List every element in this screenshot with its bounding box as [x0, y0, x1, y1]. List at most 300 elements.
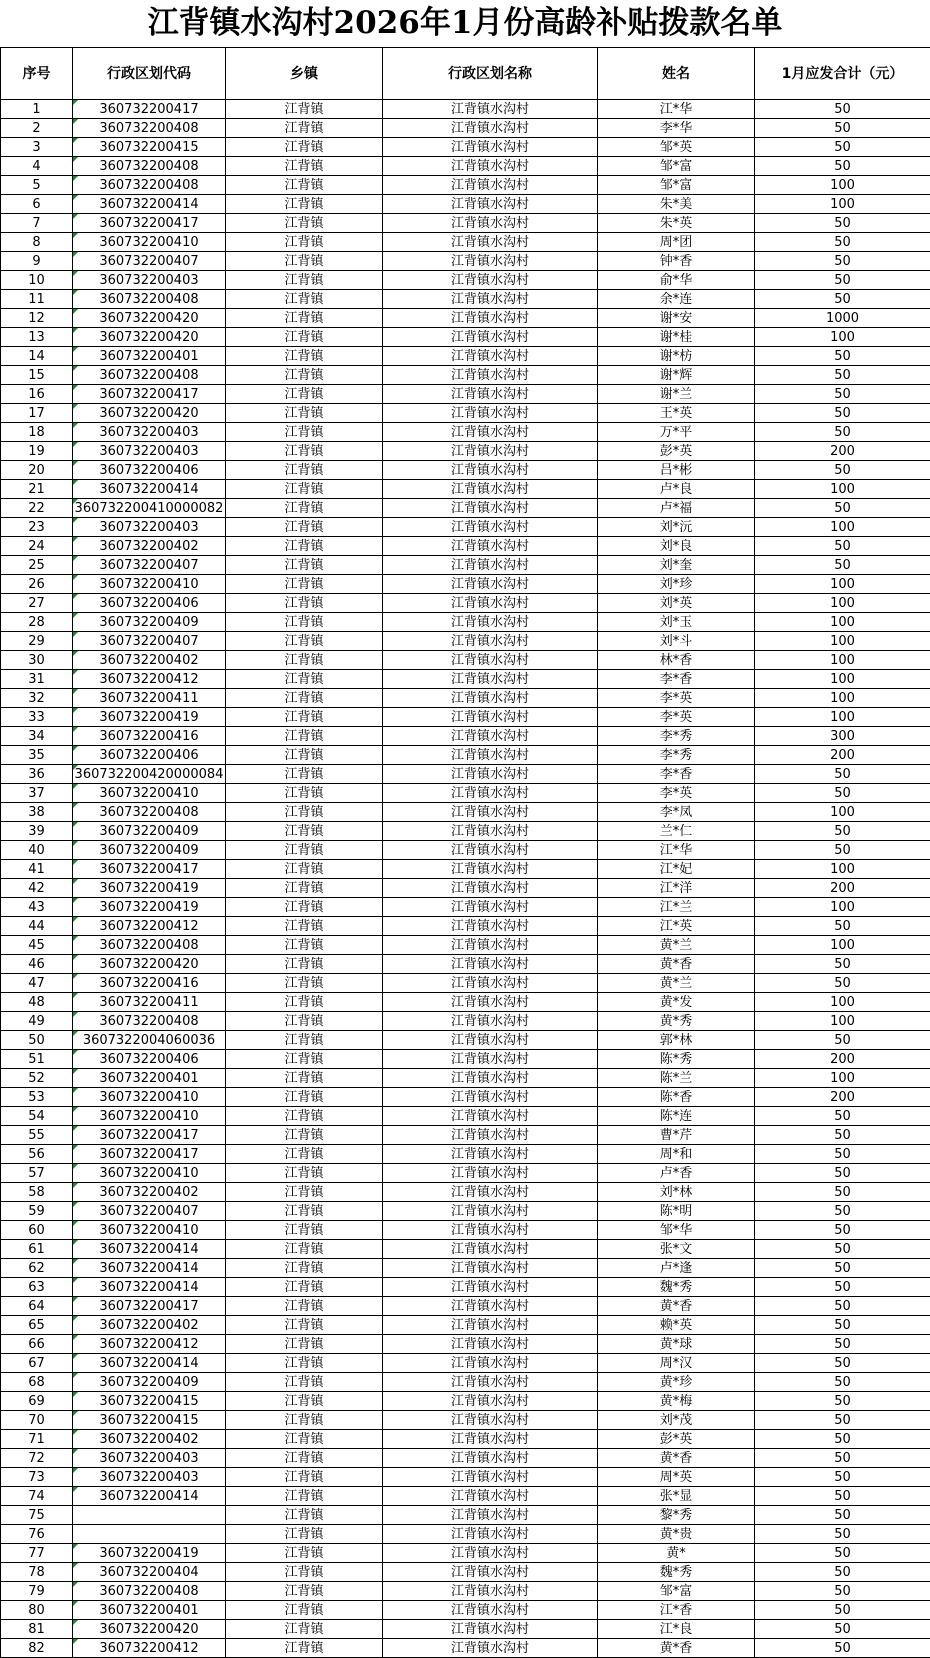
cell-code: 360732200420	[73, 404, 226, 423]
table-row	[1, 1525, 930, 1544]
cell-seq: 62	[1, 1259, 73, 1278]
cell-name: 江*华	[598, 841, 755, 860]
cell-code: 360732200414	[73, 1354, 226, 1373]
cell-seq: 5	[1, 176, 73, 195]
cell-area: 江背镇水沟村	[383, 290, 598, 309]
table-row	[1, 1468, 930, 1487]
cell-code: 360732200419	[73, 1544, 226, 1563]
cell-name: 刘*沅	[598, 518, 755, 537]
table-row	[1, 784, 930, 803]
cell-code: 360732200417	[73, 1145, 226, 1164]
cell-amount: 50	[755, 1392, 930, 1411]
cell-amount: 100	[755, 1012, 930, 1031]
cell-name: 李*英	[598, 784, 755, 803]
cell-amount: 50	[755, 1601, 930, 1620]
table-row	[1, 879, 930, 898]
cell-seq: 35	[1, 746, 73, 765]
table-row	[1, 1221, 930, 1240]
cell-name: 卢*逢	[598, 1259, 755, 1278]
cell-area: 江背镇水沟村	[383, 841, 598, 860]
table-row	[1, 309, 930, 328]
table-header-row	[1, 48, 930, 100]
cell-seq: 25	[1, 556, 73, 575]
cell-seq: 46	[1, 955, 73, 974]
table-row	[1, 822, 930, 841]
cell-area: 江背镇水沟村	[383, 898, 598, 917]
table-row	[1, 632, 930, 651]
cell-area: 江背镇水沟村	[383, 176, 598, 195]
cell-name: 李*华	[598, 119, 755, 138]
cell-town: 江背镇	[226, 271, 383, 290]
cell-town: 江背镇	[226, 1069, 383, 1088]
table-row	[1, 613, 930, 632]
cell-amount: 100	[755, 176, 930, 195]
cell-area: 江背镇水沟村	[383, 1525, 598, 1544]
cell-code: 360732200406	[73, 461, 226, 480]
cell-code: 360732200403	[73, 271, 226, 290]
cell-area: 江背镇水沟村	[383, 708, 598, 727]
table-row	[1, 1297, 930, 1316]
table-row	[1, 480, 930, 499]
cell-amount: 50	[755, 1354, 930, 1373]
cell-seq: 6	[1, 195, 73, 214]
cell-town: 江背镇	[226, 1430, 383, 1449]
cell-town: 江背镇	[226, 480, 383, 499]
cell-town: 江背镇	[226, 1012, 383, 1031]
table-row	[1, 1335, 930, 1354]
cell-seq: 42	[1, 879, 73, 898]
cell-amount: 50	[755, 252, 930, 271]
header-amount	[755, 48, 930, 100]
cell-area: 江背镇水沟村	[383, 1126, 598, 1145]
cell-amount: 50	[755, 157, 930, 176]
cell-code: 360732200408	[73, 366, 226, 385]
cell-seq: 58	[1, 1183, 73, 1202]
table-row	[1, 176, 930, 195]
cell-seq: 14	[1, 347, 73, 366]
cell-amount: 100	[755, 993, 930, 1012]
table-row	[1, 1012, 930, 1031]
cell-town: 江背镇	[226, 328, 383, 347]
cell-code: 360732200410	[73, 233, 226, 252]
cell-code: 360732200408	[73, 290, 226, 309]
cell-name: 刘*玉	[598, 613, 755, 632]
cell-area: 江背镇水沟村	[383, 461, 598, 480]
cell-amount: 100	[755, 708, 930, 727]
header-town: 乡镇	[226, 48, 383, 100]
cell-name: 江*兰	[598, 898, 755, 917]
table-row	[1, 670, 930, 689]
cell-seq: 3	[1, 138, 73, 157]
cell-area: 江背镇水沟村	[383, 917, 598, 936]
cell-amount: 50	[755, 119, 930, 138]
cell-amount: 50	[755, 1525, 930, 1544]
cell-name: 林*香	[598, 651, 755, 670]
cell-town: 江背镇	[226, 100, 383, 119]
cell-town: 江背镇	[226, 1088, 383, 1107]
cell-area: 江背镇水沟村	[383, 328, 598, 347]
cell-town: 江背镇	[226, 917, 383, 936]
cell-name: 江*英	[598, 917, 755, 936]
cell-town: 江背镇	[226, 1259, 383, 1278]
cell-amount: 50	[755, 784, 930, 803]
cell-code: 360732200415	[73, 138, 226, 157]
table-row	[1, 518, 930, 537]
cell-code: 360732200410	[73, 784, 226, 803]
cell-code: 360732200415	[73, 1392, 226, 1411]
cell-amount: 50	[755, 841, 930, 860]
cell-seq: 56	[1, 1145, 73, 1164]
cell-town: 江背镇	[226, 1240, 383, 1259]
cell-seq: 26	[1, 575, 73, 594]
table-row	[1, 537, 930, 556]
cell-area: 江背镇水沟村	[383, 860, 598, 879]
cell-amount: 50	[755, 556, 930, 575]
cell-amount: 200	[755, 746, 930, 765]
cell-code	[73, 1525, 226, 1544]
cell-town: 江背镇	[226, 898, 383, 917]
cell-name: 刘*奎	[598, 556, 755, 575]
cell-town: 江背镇	[226, 974, 383, 993]
cell-area: 江背镇水沟村	[383, 1012, 598, 1031]
cell-seq: 75	[1, 1506, 73, 1525]
cell-town: 江背镇	[226, 651, 383, 670]
cell-seq: 49	[1, 1012, 73, 1031]
cell-code: 360732200416	[73, 727, 226, 746]
cell-area: 江背镇水沟村	[383, 575, 598, 594]
table-row	[1, 860, 930, 879]
table-row	[1, 993, 930, 1012]
cell-town: 江背镇	[226, 879, 383, 898]
cell-amount: 50	[755, 1563, 930, 1582]
cell-area: 江背镇水沟村	[383, 1221, 598, 1240]
table-row	[1, 955, 930, 974]
cell-seq: 28	[1, 613, 73, 632]
cell-name: 周*汉	[598, 1354, 755, 1373]
cell-town: 江背镇	[226, 1050, 383, 1069]
table-row	[1, 1164, 930, 1183]
table-row	[1, 1259, 930, 1278]
cell-name: 邹*富	[598, 176, 755, 195]
cell-seq: 66	[1, 1335, 73, 1354]
table-row	[1, 898, 930, 917]
cell-seq: 57	[1, 1164, 73, 1183]
cell-area: 江背镇水沟村	[383, 689, 598, 708]
cell-town: 江背镇	[226, 423, 383, 442]
cell-name: 万*平	[598, 423, 755, 442]
cell-town: 江背镇	[226, 746, 383, 765]
table-row	[1, 765, 930, 784]
cell-code: 360732200402	[73, 1183, 226, 1202]
cell-code: 360732200419	[73, 708, 226, 727]
cell-area: 江背镇水沟村	[383, 1544, 598, 1563]
cell-area: 江背镇水沟村	[383, 803, 598, 822]
cell-area: 江背镇水沟村	[383, 955, 598, 974]
cell-town: 江背镇	[226, 1164, 383, 1183]
cell-seq: 79	[1, 1582, 73, 1601]
cell-amount: 50	[755, 138, 930, 157]
cell-code: 360732200404	[73, 1563, 226, 1582]
cell-amount: 50	[755, 1145, 930, 1164]
cell-town: 江背镇	[226, 708, 383, 727]
cell-amount: 100	[755, 670, 930, 689]
cell-amount: 50	[755, 1335, 930, 1354]
cell-code: 360732200402	[73, 1430, 226, 1449]
cell-amount: 50	[755, 1487, 930, 1506]
cell-code: 360732200408	[73, 157, 226, 176]
cell-area: 江背镇水沟村	[383, 1430, 598, 1449]
cell-area: 江背镇水沟村	[383, 499, 598, 518]
cell-area: 江背镇水沟村	[383, 233, 598, 252]
cell-code: 360732200412	[73, 670, 226, 689]
table-row	[1, 347, 930, 366]
cell-town: 江背镇	[226, 1297, 383, 1316]
cell-town: 江背镇	[226, 1525, 383, 1544]
cell-name: 江*洋	[598, 879, 755, 898]
cell-amount: 1000	[755, 309, 930, 328]
cell-seq: 52	[1, 1069, 73, 1088]
cell-code: 360732200408	[73, 803, 226, 822]
cell-name: 王*英	[598, 404, 755, 423]
cell-name: 黄*香	[598, 955, 755, 974]
cell-name: 兰*仁	[598, 822, 755, 841]
cell-area: 江背镇水沟村	[383, 1050, 598, 1069]
cell-town: 江背镇	[226, 290, 383, 309]
cell-seq: 29	[1, 632, 73, 651]
cell-code: 360732200414	[73, 480, 226, 499]
cell-name: 卢*香	[598, 1164, 755, 1183]
table-row	[1, 917, 930, 936]
cell-code: 360732200410	[73, 1221, 226, 1240]
table-row	[1, 499, 930, 518]
cell-area: 江背镇水沟村	[383, 1240, 598, 1259]
cell-name: 彭*英	[598, 1430, 755, 1449]
cell-town: 江背镇	[226, 1221, 383, 1240]
cell-name: 张*文	[598, 1240, 755, 1259]
cell-seq: 48	[1, 993, 73, 1012]
cell-code: 360732200408	[73, 176, 226, 195]
cell-name: 谢*兰	[598, 385, 755, 404]
cell-name: 邹*华	[598, 1221, 755, 1240]
table-row	[1, 727, 930, 746]
cell-town: 江背镇	[226, 138, 383, 157]
cell-code: 360732200417	[73, 214, 226, 233]
table-body	[1, 100, 930, 1658]
cell-town: 江背镇	[226, 632, 383, 651]
cell-amount: 100	[755, 651, 930, 670]
cell-area: 江背镇水沟村	[383, 480, 598, 499]
table-row	[1, 1088, 930, 1107]
table-row	[1, 423, 930, 442]
subsidy-table	[0, 47, 930, 1658]
table-row	[1, 1392, 930, 1411]
cell-amount: 50	[755, 290, 930, 309]
cell-amount: 100	[755, 195, 930, 214]
cell-area: 江背镇水沟村	[383, 613, 598, 632]
cell-town: 江背镇	[226, 1468, 383, 1487]
cell-town: 江背镇	[226, 556, 383, 575]
header-code: 行政区划代码	[73, 48, 226, 100]
cell-amount: 50	[755, 461, 930, 480]
table-row	[1, 1411, 930, 1430]
cell-area: 江背镇水沟村	[383, 993, 598, 1012]
table-row	[1, 290, 930, 309]
cell-name: 黄*珍	[598, 1373, 755, 1392]
cell-code: 360732200412	[73, 1335, 226, 1354]
table-row	[1, 651, 930, 670]
cell-code: 360732200406	[73, 594, 226, 613]
cell-town: 江背镇	[226, 1373, 383, 1392]
cell-seq: 59	[1, 1202, 73, 1221]
cell-town: 江背镇	[226, 936, 383, 955]
cell-code: 360732200408	[73, 1012, 226, 1031]
cell-code: 360732200415	[73, 1411, 226, 1430]
cell-town: 江背镇	[226, 670, 383, 689]
table-row	[1, 1430, 930, 1449]
cell-code: 360732200410	[73, 1164, 226, 1183]
cell-area: 江背镇水沟村	[383, 632, 598, 651]
cell-area: 江背镇水沟村	[383, 214, 598, 233]
cell-name: 黄*香	[598, 1639, 755, 1658]
cell-amount: 100	[755, 898, 930, 917]
cell-seq: 65	[1, 1316, 73, 1335]
cell-area: 江背镇水沟村	[383, 1563, 598, 1582]
table-row	[1, 1620, 930, 1639]
cell-code: 360732200410	[73, 1107, 226, 1126]
cell-code: 360732200402	[73, 537, 226, 556]
table-row	[1, 328, 930, 347]
cell-name: 谢*枋	[598, 347, 755, 366]
cell-amount: 50	[755, 1107, 930, 1126]
table-row	[1, 708, 930, 727]
table-row	[1, 119, 930, 138]
cell-code: 360732200403	[73, 442, 226, 461]
cell-area: 江背镇水沟村	[383, 138, 598, 157]
cell-seq: 68	[1, 1373, 73, 1392]
table-row	[1, 1354, 930, 1373]
cell-code: 360732200409	[73, 822, 226, 841]
cell-area: 江背镇水沟村	[383, 1335, 598, 1354]
cell-amount: 50	[755, 1430, 930, 1449]
cell-seq: 11	[1, 290, 73, 309]
cell-seq: 24	[1, 537, 73, 556]
cell-amount: 50	[755, 1506, 930, 1525]
cell-code: 360732200408	[73, 1582, 226, 1601]
cell-area: 江背镇水沟村	[383, 347, 598, 366]
cell-seq: 20	[1, 461, 73, 480]
cell-seq: 1	[1, 100, 73, 119]
cell-amount: 50	[755, 347, 930, 366]
cell-name: 黄*贵	[598, 1525, 755, 1544]
cell-code: 360732200406	[73, 746, 226, 765]
cell-town: 江背镇	[226, 822, 383, 841]
cell-area: 江背镇水沟村	[383, 1620, 598, 1639]
cell-seq: 30	[1, 651, 73, 670]
cell-amount: 50	[755, 423, 930, 442]
cell-amount: 50	[755, 1468, 930, 1487]
cell-code: 360732200409	[73, 1373, 226, 1392]
cell-code: 360732200414	[73, 195, 226, 214]
cell-amount: 50	[755, 1259, 930, 1278]
cell-name: 李*秀	[598, 746, 755, 765]
cell-code: 360732200401	[73, 1601, 226, 1620]
cell-code: 360732200409	[73, 613, 226, 632]
cell-town: 江背镇	[226, 1316, 383, 1335]
cell-code: 360732200414	[73, 1278, 226, 1297]
cell-name: 邹*富	[598, 157, 755, 176]
cell-amount: 100	[755, 613, 930, 632]
cell-area: 江背镇水沟村	[383, 1582, 598, 1601]
cell-code: 360732200402	[73, 1316, 226, 1335]
cell-seq: 78	[1, 1563, 73, 1582]
cell-town: 江背镇	[226, 1601, 383, 1620]
header-seq: 序号	[1, 48, 73, 100]
cell-seq: 22	[1, 499, 73, 518]
cell-area: 江背镇水沟村	[383, 1107, 598, 1126]
cell-name: 刘*林	[598, 1183, 755, 1202]
cell-code: 360732200419	[73, 879, 226, 898]
cell-town: 江背镇	[226, 1582, 383, 1601]
cell-amount: 50	[755, 385, 930, 404]
cell-code: 360732200420000084	[73, 765, 226, 784]
cell-name: 余*连	[598, 290, 755, 309]
table-row	[1, 366, 930, 385]
cell-code: 360732200420	[73, 1620, 226, 1639]
cell-area: 江背镇水沟村	[383, 1202, 598, 1221]
cell-amount: 50	[755, 765, 930, 784]
cell-name: 黄*兰	[598, 936, 755, 955]
cell-town: 江背镇	[226, 1411, 383, 1430]
cell-name: 吕*彬	[598, 461, 755, 480]
cell-town: 江背镇	[226, 404, 383, 423]
cell-seq: 2	[1, 119, 73, 138]
cell-amount: 50	[755, 1582, 930, 1601]
cell-amount: 50	[755, 1411, 930, 1430]
cell-area: 江背镇水沟村	[383, 195, 598, 214]
cell-area: 江背镇水沟村	[383, 974, 598, 993]
cell-town: 江背镇	[226, 803, 383, 822]
cell-code: 360732200403	[73, 518, 226, 537]
cell-seq: 39	[1, 822, 73, 841]
cell-town: 江背镇	[226, 1506, 383, 1525]
cell-amount: 300	[755, 727, 930, 746]
cell-name: 陈*连	[598, 1107, 755, 1126]
cell-seq: 63	[1, 1278, 73, 1297]
cell-seq: 9	[1, 252, 73, 271]
cell-town: 江背镇	[226, 119, 383, 138]
cell-name: 江*华	[598, 100, 755, 119]
table-row	[1, 936, 930, 955]
cell-name: 邹*英	[598, 138, 755, 157]
cell-area: 江背镇水沟村	[383, 746, 598, 765]
cell-area: 江背镇水沟村	[383, 1031, 598, 1050]
table-row	[1, 138, 930, 157]
cell-code: 360732200410000082	[73, 499, 226, 518]
table-row	[1, 689, 930, 708]
cell-code: 360732200419	[73, 898, 226, 917]
table-row	[1, 1544, 930, 1563]
cell-name: 陈*香	[598, 1088, 755, 1107]
table-row	[1, 271, 930, 290]
table-row	[1, 556, 930, 575]
table-row	[1, 1145, 930, 1164]
table-row	[1, 1069, 930, 1088]
cell-seq: 19	[1, 442, 73, 461]
table-row	[1, 1050, 930, 1069]
cell-seq: 70	[1, 1411, 73, 1430]
cell-amount: 100	[755, 594, 930, 613]
cell-seq: 7	[1, 214, 73, 233]
